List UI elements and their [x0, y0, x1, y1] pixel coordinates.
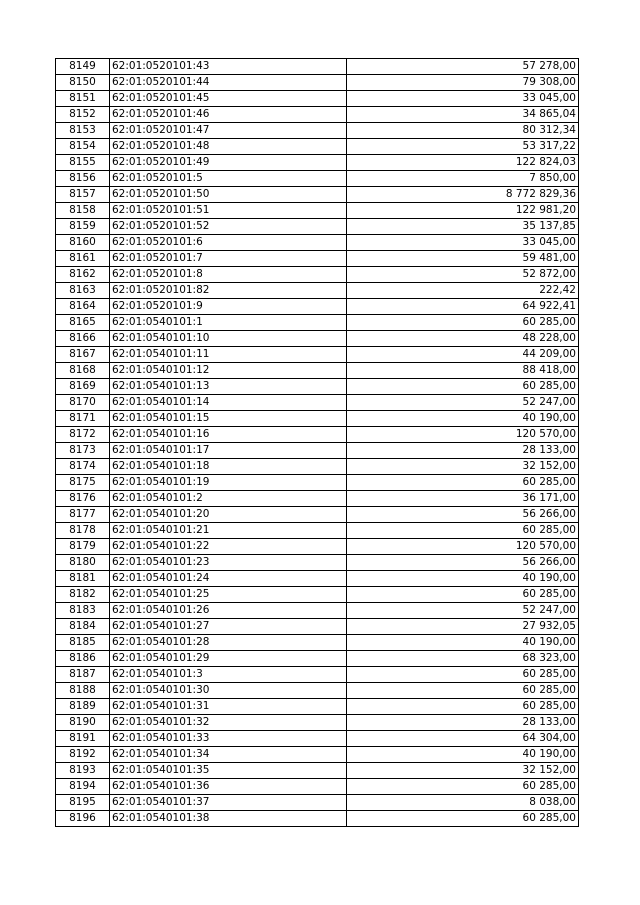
- cadastral-number-cell: 62:01:0520101:46: [110, 107, 347, 123]
- row-number-cell: 8167: [56, 347, 110, 363]
- cadastral-number-cell: 62:01:0540101:12: [110, 363, 347, 379]
- value-cell: 60 285,00: [347, 475, 579, 491]
- cadastral-number-cell: 62:01:0540101:14: [110, 395, 347, 411]
- table-row: [56, 91, 579, 107]
- cadastral-number-cell: 62:01:0520101:43: [110, 59, 347, 75]
- cadastral-number-cell: 62:01:0540101:27: [110, 619, 347, 635]
- cadastral-number-cell: 62:01:0540101:36: [110, 779, 347, 795]
- table-row: [56, 443, 579, 459]
- table-row: [56, 187, 579, 203]
- value-cell: 122 981,20: [347, 203, 579, 219]
- table-row: [56, 763, 579, 779]
- row-number-cell: 8184: [56, 619, 110, 635]
- value-cell: 40 190,00: [347, 747, 579, 763]
- value-cell: 68 323,00: [347, 651, 579, 667]
- cadastral-number-cell: 62:01:0540101:3: [110, 667, 347, 683]
- row-number-cell: 8170: [56, 395, 110, 411]
- table-row: [56, 667, 579, 683]
- table-row: [56, 267, 579, 283]
- cadastral-number-cell: 62:01:0520101:49: [110, 155, 347, 171]
- row-number-cell: 8178: [56, 523, 110, 539]
- table-row: [56, 171, 579, 187]
- value-cell: 34 865,04: [347, 107, 579, 123]
- cadastral-number-cell: 62:01:0520101:52: [110, 219, 347, 235]
- value-cell: 222,42: [347, 283, 579, 299]
- table-row: [56, 379, 579, 395]
- table-row: [56, 699, 579, 715]
- cadastral-number-cell: 62:01:0540101:20: [110, 507, 347, 523]
- row-number-cell: 8190: [56, 715, 110, 731]
- value-cell: 7 850,00: [347, 171, 579, 187]
- cadastral-number-cell: 62:01:0540101:31: [110, 699, 347, 715]
- cadastral-number-cell: 62:01:0540101:28: [110, 635, 347, 651]
- cadastral-number-cell: 62:01:0520101:51: [110, 203, 347, 219]
- row-number-cell: 8157: [56, 187, 110, 203]
- table-row: [56, 123, 579, 139]
- row-number-cell: 8191: [56, 731, 110, 747]
- row-number-cell: 8149: [56, 59, 110, 75]
- table-row: [56, 795, 579, 811]
- cadastral-number-cell: 62:01:0540101:13: [110, 379, 347, 395]
- cadastral-number-cell: 62:01:0520101:47: [110, 123, 347, 139]
- table-row: [56, 811, 579, 827]
- table-row: [56, 427, 579, 443]
- row-number-cell: 8165: [56, 315, 110, 331]
- row-number-cell: 8185: [56, 635, 110, 651]
- row-number-cell: 8196: [56, 811, 110, 827]
- cadastral-number-cell: 62:01:0520101:44: [110, 75, 347, 91]
- row-number-cell: 8161: [56, 251, 110, 267]
- value-cell: 44 209,00: [347, 347, 579, 363]
- cadastral-number-cell: 62:01:0520101:45: [110, 91, 347, 107]
- cadastral-number-cell: 62:01:0540101:25: [110, 587, 347, 603]
- value-cell: 32 152,00: [347, 763, 579, 779]
- row-number-cell: 8153: [56, 123, 110, 139]
- value-cell: 60 285,00: [347, 587, 579, 603]
- row-number-cell: 8158: [56, 203, 110, 219]
- row-number-cell: 8183: [56, 603, 110, 619]
- row-number-cell: 8156: [56, 171, 110, 187]
- table-row: [56, 251, 579, 267]
- row-number-cell: 8171: [56, 411, 110, 427]
- row-number-cell: 8164: [56, 299, 110, 315]
- row-number-cell: 8182: [56, 587, 110, 603]
- value-cell: 60 285,00: [347, 315, 579, 331]
- value-cell: 40 190,00: [347, 571, 579, 587]
- row-number-cell: 8166: [56, 331, 110, 347]
- cadastral-number-cell: 62:01:0520101:82: [110, 283, 347, 299]
- value-cell: 88 418,00: [347, 363, 579, 379]
- table-row: [56, 635, 579, 651]
- cadastral-number-cell: 62:01:0540101:17: [110, 443, 347, 459]
- value-cell: 60 285,00: [347, 523, 579, 539]
- cadastral-number-cell: 62:01:0540101:38: [110, 811, 347, 827]
- table-row: [56, 299, 579, 315]
- cadastral-number-cell: 62:01:0540101:18: [110, 459, 347, 475]
- table-row: [56, 475, 579, 491]
- row-number-cell: 8176: [56, 491, 110, 507]
- value-cell: 8 772 829,36: [347, 187, 579, 203]
- row-number-cell: 8169: [56, 379, 110, 395]
- table-row: [56, 459, 579, 475]
- value-cell: 60 285,00: [347, 699, 579, 715]
- value-cell: 33 045,00: [347, 235, 579, 251]
- row-number-cell: 8150: [56, 75, 110, 91]
- value-cell: 122 824,03: [347, 155, 579, 171]
- row-number-cell: 8194: [56, 779, 110, 795]
- value-cell: 48 228,00: [347, 331, 579, 347]
- row-number-cell: 8192: [56, 747, 110, 763]
- value-cell: 33 045,00: [347, 91, 579, 107]
- table-row: [56, 779, 579, 795]
- cadastral-number-cell: 62:01:0540101:11: [110, 347, 347, 363]
- value-cell: 64 922,41: [347, 299, 579, 315]
- cadastral-number-cell: 62:01:0540101:21: [110, 523, 347, 539]
- row-number-cell: 8188: [56, 683, 110, 699]
- value-cell: 53 317,22: [347, 139, 579, 155]
- cadastral-number-cell: 62:01:0520101:50: [110, 187, 347, 203]
- row-number-cell: 8168: [56, 363, 110, 379]
- value-cell: 59 481,00: [347, 251, 579, 267]
- row-number-cell: 8181: [56, 571, 110, 587]
- row-number-cell: 8179: [56, 539, 110, 555]
- table-row: [56, 411, 579, 427]
- value-cell: 60 285,00: [347, 667, 579, 683]
- row-number-cell: 8174: [56, 459, 110, 475]
- cadastral-number-cell: 62:01:0540101:2: [110, 491, 347, 507]
- value-cell: 80 312,34: [347, 123, 579, 139]
- row-number-cell: 8175: [56, 475, 110, 491]
- table-row: [56, 571, 579, 587]
- row-number-cell: 8193: [56, 763, 110, 779]
- row-number-cell: 8163: [56, 283, 110, 299]
- table-row: [56, 747, 579, 763]
- value-cell: 32 152,00: [347, 459, 579, 475]
- table-row: [56, 587, 579, 603]
- value-cell: 40 190,00: [347, 635, 579, 651]
- table-row: [56, 107, 579, 123]
- table-row: [56, 139, 579, 155]
- table-row: [56, 235, 579, 251]
- value-cell: 28 133,00: [347, 443, 579, 459]
- value-cell: 120 570,00: [347, 427, 579, 443]
- row-number-cell: 8151: [56, 91, 110, 107]
- cadastral-number-cell: 62:01:0520101:9: [110, 299, 347, 315]
- table-row: [56, 555, 579, 571]
- cadastral-number-cell: 62:01:0540101:19: [110, 475, 347, 491]
- row-number-cell: 8180: [56, 555, 110, 571]
- cadastral-number-cell: 62:01:0520101:48: [110, 139, 347, 155]
- table-row: [56, 363, 579, 379]
- table-row: [56, 59, 579, 75]
- cadastral-number-cell: 62:01:0540101:22: [110, 539, 347, 555]
- cadastral-number-cell: 62:01:0540101:37: [110, 795, 347, 811]
- cadastral-number-cell: 62:01:0520101:6: [110, 235, 347, 251]
- table-row: [56, 523, 579, 539]
- value-cell: 52 247,00: [347, 603, 579, 619]
- cadastral-number-cell: 62:01:0520101:8: [110, 267, 347, 283]
- table-row: [56, 731, 579, 747]
- row-number-cell: 8160: [56, 235, 110, 251]
- value-cell: 60 285,00: [347, 379, 579, 395]
- cadastral-number-cell: 62:01:0540101:30: [110, 683, 347, 699]
- value-cell: 40 190,00: [347, 411, 579, 427]
- row-number-cell: 8154: [56, 139, 110, 155]
- cadastral-number-cell: 62:01:0540101:10: [110, 331, 347, 347]
- table-row: [56, 155, 579, 171]
- row-number-cell: 8152: [56, 107, 110, 123]
- table-row: [56, 539, 579, 555]
- value-cell: 120 570,00: [347, 539, 579, 555]
- value-cell: 36 171,00: [347, 491, 579, 507]
- cadastral-number-cell: 62:01:0540101:16: [110, 427, 347, 443]
- row-number-cell: 8187: [56, 667, 110, 683]
- row-number-cell: 8162: [56, 267, 110, 283]
- row-number-cell: 8172: [56, 427, 110, 443]
- value-cell: 52 872,00: [347, 267, 579, 283]
- value-cell: 35 137,85: [347, 219, 579, 235]
- cadastral-number-cell: 62:01:0540101:29: [110, 651, 347, 667]
- registry-table: [55, 58, 579, 827]
- value-cell: 28 133,00: [347, 715, 579, 731]
- cadastral-number-cell: 62:01:0540101:1: [110, 315, 347, 331]
- value-cell: 79 308,00: [347, 75, 579, 91]
- value-cell: 64 304,00: [347, 731, 579, 747]
- value-cell: 56 266,00: [347, 507, 579, 523]
- value-cell: 60 285,00: [347, 779, 579, 795]
- cadastral-number-cell: 62:01:0540101:34: [110, 747, 347, 763]
- value-cell: 57 278,00: [347, 59, 579, 75]
- table-row: [56, 603, 579, 619]
- table-row: [56, 203, 579, 219]
- value-cell: 27 932,05: [347, 619, 579, 635]
- table-row: [56, 715, 579, 731]
- table-row: [56, 683, 579, 699]
- table-row: [56, 491, 579, 507]
- value-cell: 8 038,00: [347, 795, 579, 811]
- table-row: [56, 347, 579, 363]
- row-number-cell: 8195: [56, 795, 110, 811]
- table-row: [56, 331, 579, 347]
- table-row: [56, 75, 579, 91]
- table-row: [56, 619, 579, 635]
- cadastral-number-cell: 62:01:0540101:32: [110, 715, 347, 731]
- cadastral-number-cell: 62:01:0540101:33: [110, 731, 347, 747]
- row-number-cell: 8173: [56, 443, 110, 459]
- row-number-cell: 8189: [56, 699, 110, 715]
- cadastral-number-cell: 62:01:0540101:35: [110, 763, 347, 779]
- registry-table-body: [56, 59, 579, 827]
- row-number-cell: 8155: [56, 155, 110, 171]
- cadastral-number-cell: 62:01:0520101:7: [110, 251, 347, 267]
- value-cell: 60 285,00: [347, 683, 579, 699]
- row-number-cell: 8177: [56, 507, 110, 523]
- value-cell: 52 247,00: [347, 395, 579, 411]
- table-row: [56, 507, 579, 523]
- table-row: [56, 283, 579, 299]
- row-number-cell: 8186: [56, 651, 110, 667]
- cadastral-number-cell: 62:01:0540101:15: [110, 411, 347, 427]
- table-row: [56, 219, 579, 235]
- cadastral-number-cell: 62:01:0520101:5: [110, 171, 347, 187]
- value-cell: 60 285,00: [347, 811, 579, 827]
- cadastral-number-cell: 62:01:0540101:23: [110, 555, 347, 571]
- cadastral-number-cell: 62:01:0540101:26: [110, 603, 347, 619]
- row-number-cell: 8159: [56, 219, 110, 235]
- table-row: [56, 651, 579, 667]
- cadastral-number-cell: 62:01:0540101:24: [110, 571, 347, 587]
- value-cell: 56 266,00: [347, 555, 579, 571]
- table-row: [56, 395, 579, 411]
- table-row: [56, 315, 579, 331]
